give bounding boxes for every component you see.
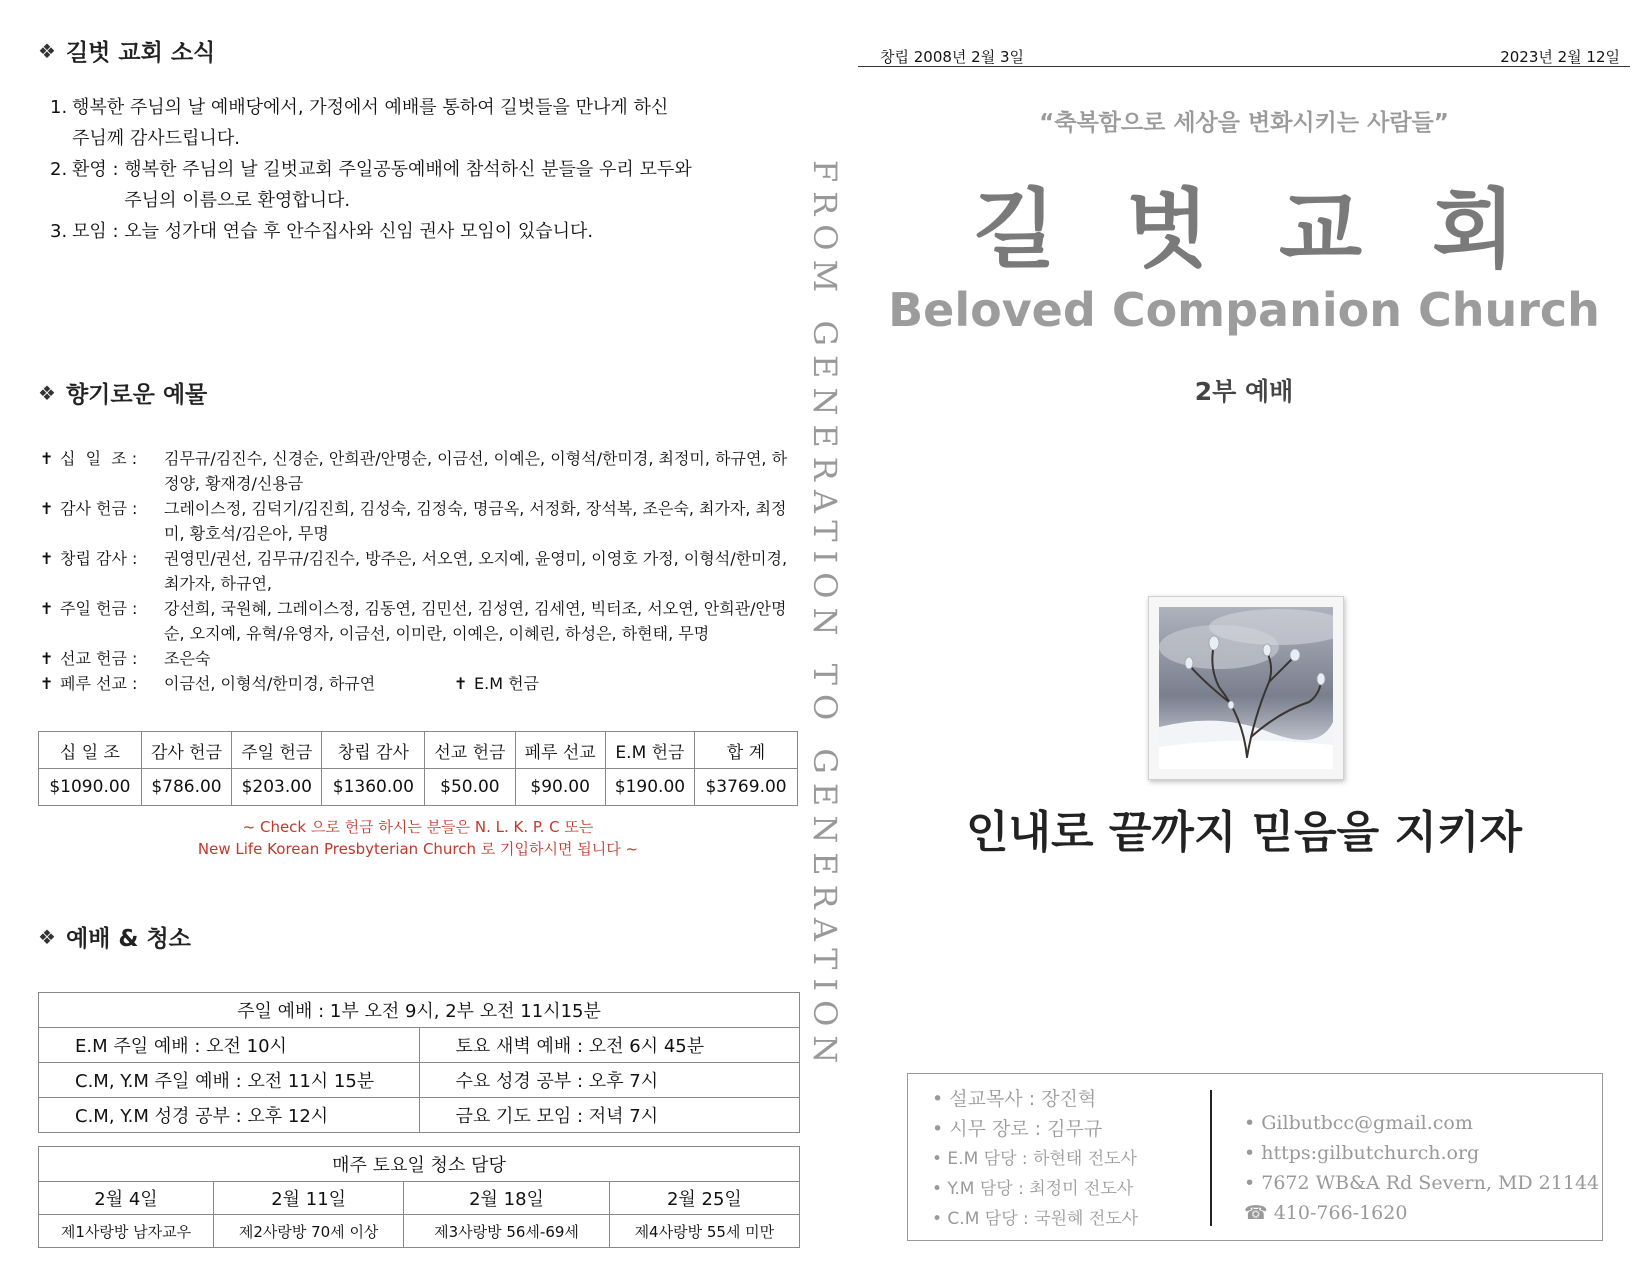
info-divider <box>1210 1090 1212 1226</box>
winter-branch-photo <box>1148 596 1344 780</box>
website-link[interactable]: • https:gilbutchurch.org <box>1244 1142 1480 1164</box>
totals-header-row: 십 일 조 감사 헌금 주일 헌금 창립 감사 선교 헌금 페루 선교 E.M 헌금 합 계 <box>39 732 798 769</box>
cross-icon: ✝ <box>40 649 54 668</box>
totals-value-row: $1090.00 $786.00 $203.00 $1360.00 $50.00 $90.00 $190.00 $3769.00 <box>39 769 798 806</box>
news-list <box>50 92 770 247</box>
contact-info <box>1244 1108 1599 1228</box>
founded-date: 창립 2008년 2월 3일 <box>880 48 1025 66</box>
church-motto: “축복함으로 세상을 변화시키는 사람들” <box>1039 110 1449 136</box>
spine-text: FROM GENERATION TO GENERATION <box>806 160 844 1073</box>
offering-row-tithe: ✝ 십 일 조 : 김무규/김진수, 신경순, 안희관/안명순, 이금선, 이예은, 이형석/한미경, 최정미, 하규연, 하정양, 황재경/신용금 <box>40 446 800 496</box>
offering-totals-table <box>38 731 798 806</box>
cleaning-group-row: 제1사랑방 남자교우 제2사랑방 70세 이상 제3사랑방 56세-69세 제4사랑방 55세 미만 <box>39 1215 800 1248</box>
church-info-box <box>907 1073 1603 1241</box>
staff-list: • 설교목사 : 장진혁 • 시무 장로 : 김무규 • E.M 담당 : 하현태 전도사 • Y.M 담당 : 최정미 전도사 • C.M 담당 : 국원혜 전도사 <box>932 1088 1139 1229</box>
cross-icon: ✝ <box>454 674 468 693</box>
header-divider <box>858 66 1630 67</box>
offering-section-title: ❖ 향기로운 예물 <box>38 380 208 408</box>
cross-icon: ✝ <box>40 599 54 618</box>
news-item-2: 2. 환영 : 행복한 주님의 날 길벗교회 주일공동예배에 참석하신 분들을 우리 모두와 주님의 이름으로 환영합니다. <box>50 159 692 211</box>
sunday-worship-time: 주일 예배 : 1부 오전 9시, 2부 오전 11시15분 <box>39 993 800 1028</box>
offering-row-founding: ✝ 창립 감사 : 권영민/권선, 김무규/김진수, 방주은, 서오연, 오지예, 윤영미, 이영호 가정, 이형석/한미경, 최가자, 하규연, <box>40 546 800 596</box>
news-item-1: 1. 행복한 주님의 날 예배당에서, 가정에서 예배를 통하여 길벗들을 만나게 하신 주님께 감사드립니다. <box>50 97 669 149</box>
cleaning-schedule-table <box>38 1146 800 1248</box>
email-link[interactable]: • Gilbutbcc@gmail.com <box>1244 1112 1473 1134</box>
schedule-row: C.M, Y.M 성경 공부 : 오후 12시 금요 기도 모임 : 저녁 7시 <box>39 1098 800 1133</box>
diamond-bullet-icon: ❖ <box>38 38 56 63</box>
address: • 7672 WB&A Rd Severn, MD 21144 <box>1244 1172 1600 1194</box>
church-name-korean: 길벗교회 <box>972 180 1586 280</box>
phone-icon: ☎ <box>1244 1202 1268 1224</box>
worship-section-title: ❖ 예배 & 청소 <box>38 924 191 952</box>
offering-list <box>40 446 800 696</box>
cross-icon: ✝ <box>40 674 54 693</box>
cleaning-title: 매주 토요일 청소 담당 <box>39 1147 800 1182</box>
bulletin-header <box>880 46 1620 67</box>
frozen-branch-image <box>1159 607 1333 769</box>
service-label: 2부 예배 <box>1194 377 1294 406</box>
bulletin-date: 2023년 2월 12일 <box>1500 48 1620 66</box>
schedule-row: E.M 주일 예배 : 오전 10시 토요 새벽 예배 : 오전 6시 45분 <box>39 1028 800 1063</box>
diamond-bullet-icon: ❖ <box>38 924 56 949</box>
schedule-row: C.M, Y.M 주일 예배 : 오전 11시 15분 수요 성경 공부 : 오후 7시 <box>39 1063 800 1098</box>
offering-row-peru: ✝ 페루 선교 : 이금선, 이형석/한미경, 하규연 ✝ E.M 헌금 <box>40 671 800 696</box>
news-item-3: 3. 모임 : 오늘 성가대 연습 후 안수집사와 신임 권사 모임이 있습니다. <box>50 221 594 242</box>
offering-row-mission: ✝ 선교 헌금 : 조은숙 <box>40 646 800 671</box>
cross-icon: ✝ <box>40 499 54 518</box>
news-section-title: ❖ 길벗 교회 소식 <box>38 38 216 66</box>
em-offering-label: E.M 헌금 <box>474 674 539 693</box>
phone: ☎ 410-766-1620 <box>1244 1202 1408 1224</box>
sermon-title: 인내로 끝까지 믿음을 지키자 <box>965 807 1522 858</box>
offering-row-sunday: ✝ 주일 헌금 : 강선희, 국원혜, 그레이스정, 김동연, 김민선, 김성연, 김세연, 빅터조, 서오연, 안희관/안명순, 오지예, 유혁/유영자, 이금선, 이미란, 이예은, 이혜린, 하성은, 하현태, 무명 <box>40 596 800 646</box>
diamond-bullet-icon: ❖ <box>38 380 56 405</box>
cross-icon: ✝ <box>40 549 54 568</box>
cross-icon: ✝ <box>40 449 54 468</box>
worship-schedule-table <box>38 992 800 1133</box>
cleaning-date-row: 2월 4일 2월 11일 2월 18일 2월 25일 <box>39 1182 800 1215</box>
check-notice: ~ Check 으로 헌금 하시는 분들은 N. L. K. P. C 또는 New Life Korean Presbyterian Church 로 기입하시면 됩니다 ~ <box>197 818 639 858</box>
church-name-english: Beloved Companion Church <box>888 283 1600 337</box>
offering-row-thanks: ✝ 감사 헌금 : 그레이스정, 김덕기/김진희, 김성숙, 김정숙, 명금옥, 서정화, 장석복, 조은숙, 최가자, 최정미, 황호석/김은아, 무명 <box>40 496 800 546</box>
